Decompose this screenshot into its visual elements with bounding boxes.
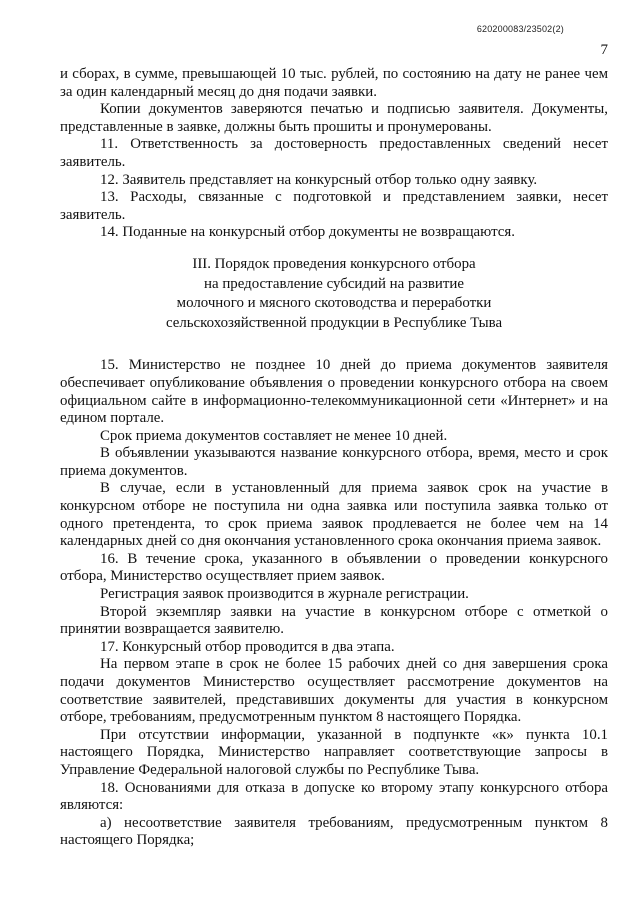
paragraph: 17. Конкурсный отбор проводится в два этапа. xyxy=(100,638,395,655)
section-heading xyxy=(60,255,608,333)
paragraph: На первом этапе в срок не более 15 рабочих дней со дня завершения срока подачи документов Министерство осуществляет рассмотрение документов на соответствие заявителей, представивших документы для участия в конкурсном отборе, требованиям, предусмотренным пунктом 8 настоящего Порядка. xyxy=(60,656,608,726)
section-heading-line: на предоставление субсидий на развитие xyxy=(204,275,464,292)
paragraph: В объявлении указываются название конкурсного отбора, время, место и срок приема документов. xyxy=(60,445,608,479)
paragraph: При отсутствии информации, указанной в подпункте «к» пункта 10.1 настоящего Порядка, Министерство направляет соответствующие запросы в Управление Федеральной налоговой службы по Республике Тыва. xyxy=(60,726,608,778)
section-heading-line: III. Порядок проведения конкурсного отбора xyxy=(192,255,476,272)
document-code: 620200083/23502(2) xyxy=(476,24,564,34)
paragraph: 13. Расходы, связанные с подготовкой и представлением заявки, несет заявитель. xyxy=(60,189,608,223)
paragraph: 15. Министерство не позднее 10 дней до приема документов заявителя обеспечивает опубликование объявления о проведении конкурсного отбора на своем официальном сайте в информационно-телекоммуникационной сети «Интернет» и на едином портале. xyxy=(60,357,608,427)
paragraph: 11. Ответственность за достоверность предоставленных сведений несет заявитель. xyxy=(60,136,608,170)
section-heading-line: молочного и мясного скотоводства и переработки xyxy=(176,295,492,312)
document-body xyxy=(60,66,608,850)
paragraph: Второй экземпляр заявки на участие в конкурсном отборе с отметкой о принятии возвращается заявителю. xyxy=(60,603,608,638)
page-number: 7 xyxy=(600,42,608,58)
section-heading-line: сельскохозяйственной продукции в Республике Тыва xyxy=(165,314,503,331)
paragraph: Срок приема документов составляет не менее 10 дней. xyxy=(100,427,448,444)
paragraph: и сборах, в сумме, превышающей 10 тыс. рублей, по состоянию на дату не ранее чем за один календарный месяц до дня подачи заявки. xyxy=(60,66,608,100)
paragraph: 14. Поданные на конкурсный отбор документы не возвращаются. xyxy=(100,224,515,241)
paragraph: Регистрация заявок производится в журнале регистрации. xyxy=(100,586,469,603)
paragraph: Копии документов заверяются печатью и подписью заявителя. Документы, представленные в заявке, должны быть прошиты и пронумерованы. xyxy=(60,101,608,135)
paragraph: 12. Заявитель представляет на конкурсный отбор только одну заявку. xyxy=(100,171,538,188)
paragraph: а) несоответствие заявителя требованиям, предусмотренным пунктом 8 настоящего Порядка; xyxy=(60,814,608,849)
paragraph: В случае, если в установленный для приема заявок срок на участие в конкурсном отборе не поступила ни одна заявка или поступила заявка только от одного претендента, то срок приема заявок продлевается не более чем на 14 календарных дней со дня окончания установленного срока окончания приема заявок. xyxy=(60,480,608,550)
paragraph: 18. Основаниями для отказа в допуске ко второму этапу конкурсного отбора являются: xyxy=(60,779,608,814)
paragraph: 16. В течение срока, указанного в объявлении о проведении конкурсного отбора, Министерство осуществляет прием заявок. xyxy=(60,550,608,585)
